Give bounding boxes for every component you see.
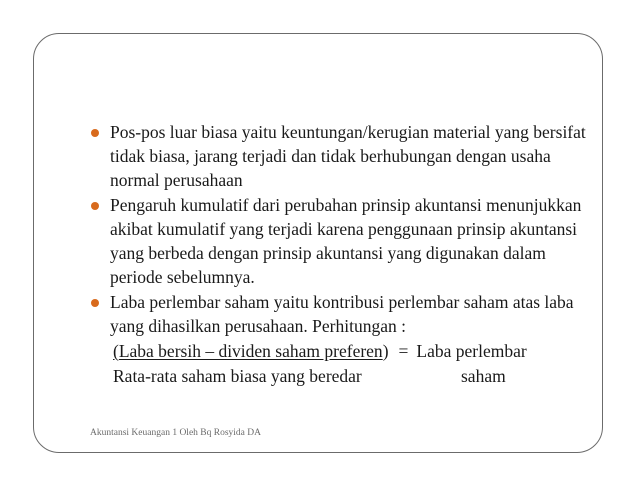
formula-equals: = (398, 341, 409, 361)
formula-numerator: (Laba bersih – dividen saham preferen (113, 341, 383, 361)
formula-row-top (113, 339, 590, 364)
eps-formula (90, 339, 590, 389)
bullet-dot-icon (91, 299, 99, 307)
slide-content (90, 120, 590, 389)
bullet-text: Laba perlembar saham yaitu kontribusi perlembar saham atas laba yang dihasilkan perusahaan. Perhitungan : (110, 292, 574, 336)
formula-row-bottom (113, 364, 590, 389)
bullet-text: Pos-pos luar biasa yaitu keuntungan/kerugian material yang bersifat tidak biasa, jarang terjadi dan tidak berhubungan dengan usaha normal perusahaan (110, 122, 586, 190)
slide-footer: Akuntansi Keuangan 1 Oleh Bq Rosyida DA (90, 428, 261, 438)
formula-denominator: Rata-rata saham biasa yang beredar (113, 366, 362, 386)
formula-result-line1: Laba perlembar (416, 341, 527, 361)
bullet-item-extraordinary (90, 120, 590, 192)
bullet-dot-icon (91, 129, 99, 137)
bullet-text: Pengaruh kumulatif dari perubahan prinsip akuntansi menunjukkan akibat kumulatif yang terjadi karena penggunaan prinsip akuntansi yang berbeda dengan prinsip akuntansi yang digunakan dalam periode sebelumnya. (110, 195, 582, 287)
bullet-item-cumulative-effect (90, 193, 590, 289)
formula-close-paren: ) (382, 341, 389, 361)
bullet-dot-icon (91, 202, 99, 210)
formula-result-line2: saham (461, 366, 506, 386)
bullet-item-eps (90, 290, 590, 338)
